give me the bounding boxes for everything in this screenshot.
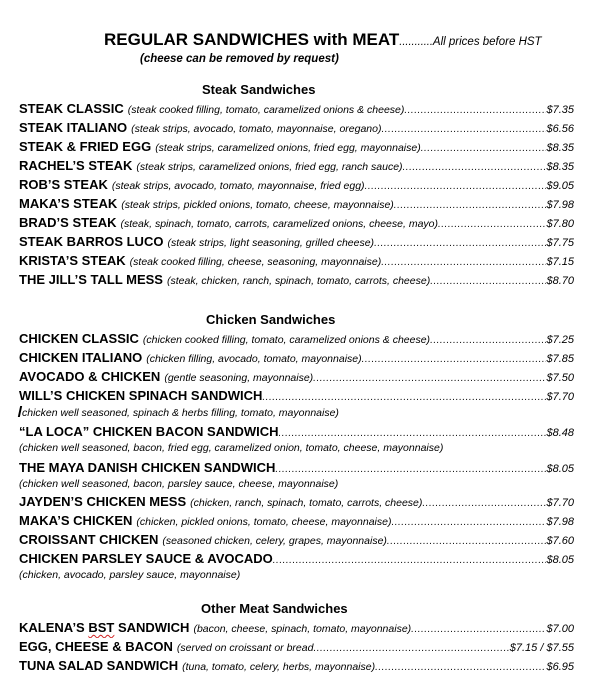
- item-name: AVOCADO & CHICKEN: [19, 369, 161, 384]
- item-name-part: SANDWICH: [114, 620, 190, 635]
- title-leader-dots: ...........: [399, 36, 433, 48]
- leader-dots: [262, 392, 546, 403]
- leader-dots: [313, 373, 546, 384]
- item-desc: (steak cooked filling, cheese, seasoning, mayonnaise): [129, 256, 382, 268]
- item-name: STEAK & FRIED EGG: [19, 139, 152, 154]
- leader-dots: [273, 555, 547, 566]
- leader-dots: [430, 335, 546, 346]
- menu-item-robs-steak: [19, 177, 574, 195]
- menu-item-croissant-chicken: [19, 532, 574, 550]
- leader-dots: [430, 276, 546, 287]
- item-desc: (bacon, cheese, spinach, tomato, mayonnaise): [193, 623, 412, 635]
- leader-dots: [374, 238, 546, 249]
- item-desc: (steak strips, avocado, tomato, mayonnaise, oregano): [131, 123, 382, 135]
- spellcheck-word: BST: [88, 620, 115, 635]
- menu-item-kalenas-bst: [19, 620, 574, 638]
- item-price: $7.75: [546, 237, 574, 249]
- item-desc: (steak strips, pickled onions, tomato, cheese, mayonnaise): [121, 199, 394, 211]
- item-desc: (gentle seasoning, mayonnaise): [164, 372, 314, 384]
- menu-item-brads-steak: [19, 215, 574, 233]
- leader-dots: [411, 624, 546, 635]
- leader-dots: [279, 428, 547, 439]
- item-subdesc: [19, 406, 339, 419]
- leader-dots: [394, 200, 547, 211]
- item-price: $7.15 / $7.55: [509, 642, 574, 654]
- item-price: $6.56: [546, 123, 574, 135]
- item-desc: (chicken filling, avocado, tomato, mayonnaise): [146, 353, 362, 365]
- item-price: $8.05: [546, 463, 574, 475]
- item-price: $8.70: [546, 275, 574, 287]
- item-name: EGG, CHEESE & BACON: [19, 639, 173, 654]
- item-name-part: KALENA’S: [19, 620, 89, 635]
- leader-dots: [438, 219, 546, 230]
- menu-item-tuna-salad: [19, 658, 574, 676]
- item-desc: (steak, spinach, tomato, carrots, caramelized onions, cheese, mayo): [120, 218, 438, 230]
- item-name: TUNA SALAD SANDWICH: [19, 658, 179, 673]
- item-desc: (chicken cooked filling, tomato, caramelized onions & cheese): [142, 334, 431, 346]
- item-desc: (served on croissant or bread: [176, 642, 314, 654]
- item-desc: (chicken, ranch, spinach, tomato, carrots, cheese): [190, 497, 423, 509]
- price-note: All prices before HST: [432, 36, 542, 48]
- item-subdesc: (chicken well seasoned, bacon, fried egg, caramelized onion, tomato, cheese, mayonnaise): [19, 442, 444, 454]
- item-name: JAYDEN’S CHICKEN MESS: [19, 494, 187, 509]
- leader-dots: [391, 517, 546, 528]
- item-desc: (tuna, tomato, celery, herbs, mayonnaise): [182, 661, 376, 673]
- menu-item-egg-cheese-bacon: [19, 639, 574, 657]
- leader-dots: [404, 105, 546, 116]
- item-desc: (steak strips, avocado, tomato, mayonnaise, fried egg): [111, 180, 365, 192]
- item-price: $7.15: [546, 256, 574, 268]
- item-price: $8.05: [546, 554, 574, 566]
- item-name: MAKA’S STEAK: [19, 196, 118, 211]
- item-name: CHICKEN PARSLEY SAUCE & AVOCADO: [19, 551, 273, 566]
- leader-dots: [365, 181, 547, 192]
- item-name: STEAK CLASSIC: [19, 101, 124, 116]
- section-title-other: Other Meat Sandwiches: [201, 601, 348, 616]
- menu-item-avocado-chicken: [19, 369, 574, 387]
- menu-item-steak-italiano: [19, 120, 574, 138]
- item-desc: (chicken, pickled onions, tomato, cheese, mayonnaise): [136, 516, 392, 528]
- item-price: $8.35: [546, 161, 574, 173]
- page-subtitle: (cheese can be removed by request): [140, 53, 339, 65]
- leader-dots: [403, 162, 547, 173]
- item-price: $7.80: [546, 218, 574, 230]
- menu-item-kristas-steak: [19, 253, 574, 271]
- item-desc: (steak strips, caramelized onions, fried egg, mayonnaise): [155, 142, 421, 154]
- menu-item-makas-steak: [19, 196, 574, 214]
- menu-item-makas-chicken: [19, 513, 574, 531]
- item-subdesc-text: chicken well seasoned, spinach & herbs filling, tomato, mayonnaise): [22, 407, 339, 419]
- item-price: $7.98: [546, 199, 574, 211]
- item-name: KRISTA’S STEAK: [19, 253, 126, 268]
- item-price: $7.35: [546, 104, 574, 116]
- item-price: $9.05: [546, 180, 574, 192]
- item-price: $7.00: [546, 623, 574, 635]
- leader-dots: [362, 354, 547, 365]
- item-name: MAKA’S CHICKEN: [19, 513, 133, 528]
- item-price: $7.25: [546, 334, 574, 346]
- leader-dots: [422, 498, 546, 509]
- item-price: $7.70: [546, 497, 574, 509]
- item-name: WILL’S CHICKEN SPINACH SANDWICH: [19, 388, 263, 403]
- item-price: $7.70: [546, 391, 574, 403]
- item-name: THE MAYA DANISH CHICKEN SANDWICH: [19, 460, 276, 475]
- item-name: STEAK ITALIANO: [19, 120, 128, 135]
- item-price: $7.50: [546, 372, 574, 384]
- leader-dots: [421, 143, 547, 154]
- item-name: “LA LOCA” CHICKEN BACON SANDWICH: [19, 424, 279, 439]
- menu-item-la-loca-chicken-bacon: [19, 424, 574, 442]
- menu-item-rachels-steak: [19, 158, 574, 176]
- item-desc: (steak strips, caramelized onions, fried egg, ranch sauce): [136, 161, 403, 173]
- section-title-chicken: Chicken Sandwiches: [206, 312, 336, 327]
- item-desc: (steak strips, light seasoning, grilled cheese): [167, 237, 375, 249]
- item-name: THE JILL’S TALL MESS: [19, 272, 163, 287]
- item-subdesc: (chicken well seasoned, bacon, parsley sauce, cheese, mayonnaise): [19, 478, 339, 490]
- item-name: CHICKEN ITALIANO: [19, 350, 143, 365]
- leader-dots: [387, 536, 547, 547]
- leader-dots: [381, 124, 546, 135]
- menu-item-steak-fried-egg: [19, 139, 574, 157]
- item-name: RACHEL’S STEAK: [19, 158, 133, 173]
- item-price: $7.85: [546, 353, 574, 365]
- item-desc: (seasoned chicken, celery, grapes, mayonnaise): [162, 535, 387, 547]
- leader-dots: [381, 257, 546, 268]
- leader-dots: [375, 662, 546, 673]
- item-desc: (steak cooked filling, tomato, caramelized onions & cheese): [127, 104, 405, 116]
- menu-item-chicken-classic: [19, 331, 574, 349]
- leader-dots: [313, 643, 509, 654]
- item-desc: (steak, chicken, ranch, spinach, tomato, carrots, cheese): [166, 275, 431, 287]
- menu-item-wills-chicken-spinach: [19, 388, 574, 406]
- item-price: $6.95: [546, 661, 574, 673]
- section-title-steak: Steak Sandwiches: [202, 82, 316, 97]
- item-price: $7.60: [546, 535, 574, 547]
- item-name: STEAK BARROS LUCO: [19, 234, 164, 249]
- page-title: REGULAR SANDWICHES with MEAT: [104, 30, 400, 49]
- menu-item-chicken-parsley-avocado: [19, 551, 574, 569]
- menu-item-jaydens-chicken-mess: [19, 494, 574, 512]
- item-price: $7.98: [546, 516, 574, 528]
- item-price: $8.35: [546, 142, 574, 154]
- leader-dots: [275, 464, 546, 475]
- item-name: CHICKEN CLASSIC: [19, 331, 139, 346]
- item-subdesc: (chicken, avocado, parsley sauce, mayonnaise): [19, 569, 241, 581]
- menu-item-chicken-italiano: [19, 350, 574, 368]
- menu-item-steak-barros-luco: [19, 234, 574, 252]
- menu-header: [104, 30, 542, 50]
- item-price: $8.48: [546, 427, 574, 439]
- item-name: CROISSANT CHICKEN: [19, 532, 159, 547]
- item-name: [19, 620, 189, 635]
- menu-item-maya-danish-chicken: [19, 460, 574, 478]
- menu-item-steak-classic: [19, 101, 574, 119]
- item-name: BRAD’S STEAK: [19, 215, 117, 230]
- item-name: ROB’S STEAK: [19, 177, 108, 192]
- menu-item-jills-tall-mess: [19, 272, 574, 290]
